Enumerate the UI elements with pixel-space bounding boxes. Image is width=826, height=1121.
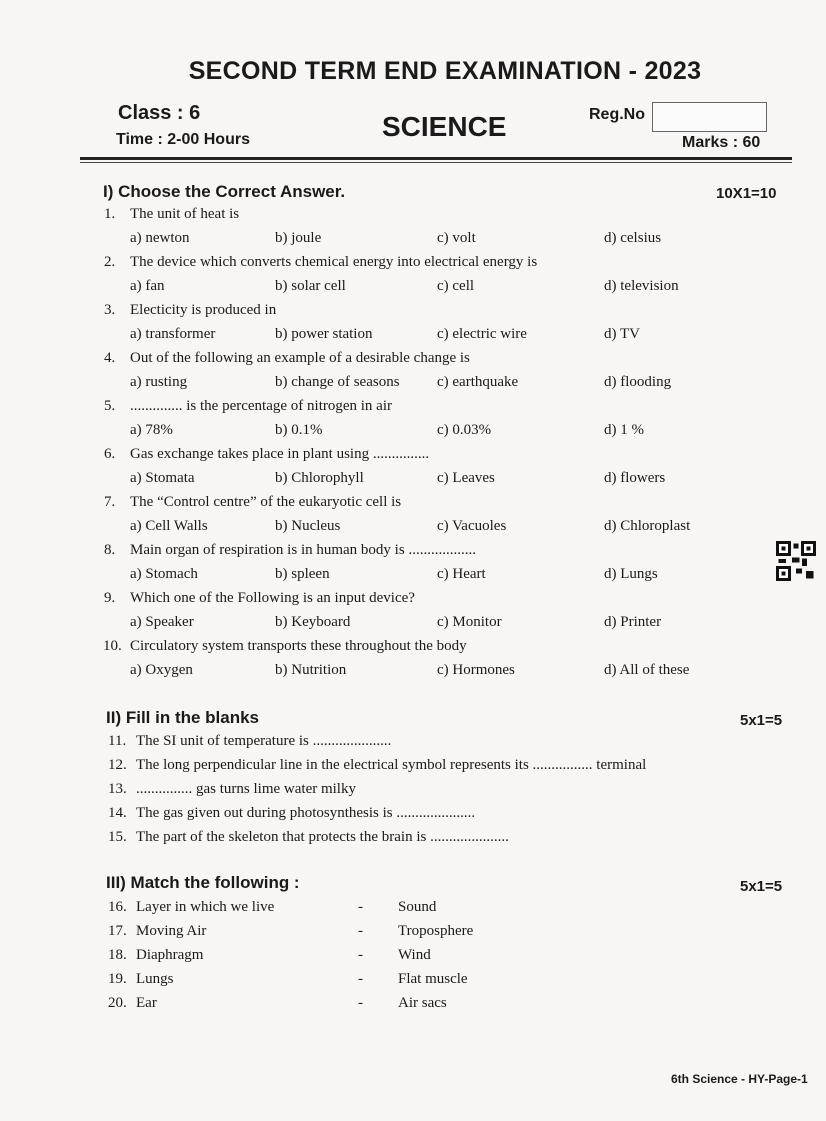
answer-option: d) All of these	[604, 662, 690, 678]
answer-option: c) volt	[437, 230, 476, 246]
match-left-item: Layer in which we live	[136, 899, 275, 915]
question-number: 5.	[104, 398, 116, 414]
time-label: Time : 2-00 Hours	[116, 131, 250, 148]
answer-option: d) Lungs	[604, 566, 658, 582]
match-left-item: Moving Air	[136, 923, 207, 939]
match-dash: -	[358, 947, 363, 963]
question-text: ............... gas turns lime water milky	[136, 781, 356, 797]
total-marks: Marks : 60	[682, 134, 761, 151]
question-number: 14.	[108, 805, 127, 821]
answer-option: b) Nucleus	[275, 518, 341, 534]
match-left-item: Diaphragm	[136, 947, 204, 963]
answer-option: c) Vacuoles	[437, 518, 507, 534]
answer-option: d) TV	[604, 326, 640, 342]
class-label: Class : 6	[118, 102, 201, 124]
answer-option: b) Keyboard	[275, 614, 351, 630]
match-right-item: Wind	[398, 947, 431, 963]
answer-option: d) Printer	[604, 614, 662, 630]
question-text: The gas given out during photosynthesis is .....................	[136, 805, 476, 821]
answer-option: c) Monitor	[437, 614, 502, 630]
answer-option: a) newton	[130, 230, 190, 246]
question-number: 7.	[104, 494, 116, 510]
question-number: 17.	[108, 923, 127, 939]
answer-option: d) television	[604, 278, 679, 294]
question-text: .............. is the percentage of nitrogen in air	[130, 398, 393, 414]
question-number: 15.	[108, 829, 127, 845]
match-left-item: Ear	[136, 995, 157, 1011]
answer-option: b) solar cell	[275, 278, 346, 294]
answer-option: d) 1 %	[604, 422, 644, 438]
page-footer: 6th Science - HY-Page-1	[671, 1072, 808, 1086]
section1-marks: 10X1=10	[716, 185, 777, 202]
answer-option: c) Leaves	[437, 470, 495, 486]
question-number: 3.	[104, 302, 116, 318]
answer-option: c) electric wire	[437, 326, 527, 342]
match-dash: -	[358, 971, 363, 987]
question-number: 8.	[104, 542, 116, 558]
match-dash: -	[358, 995, 363, 1011]
match-right-item: Troposphere	[398, 923, 474, 939]
answer-option: a) Stomach	[130, 566, 198, 582]
answer-option: a) Cell Walls	[130, 518, 208, 534]
answer-option: a) rusting	[130, 374, 188, 390]
question-number: 10.	[103, 638, 122, 654]
question-text: Gas exchange takes place in plant using ...............	[130, 446, 430, 462]
section2-heading: II) Fill in the blanks	[106, 708, 260, 727]
answer-option: a) Stomata	[130, 470, 195, 486]
reg-no-box[interactable]	[652, 102, 767, 132]
match-left-item: Lungs	[136, 971, 174, 987]
match-right-item: Flat muscle	[398, 971, 468, 987]
question-number: 20.	[108, 995, 127, 1011]
answer-option: c) Heart	[437, 566, 486, 582]
qr-code-icon	[776, 541, 816, 581]
answer-option: d) flooding	[604, 374, 672, 390]
section2-marks: 5x1=5	[740, 712, 783, 729]
question-text: The “Control centre” of the eukaryotic cell is	[130, 494, 402, 510]
answer-option: b) 0.1%	[275, 422, 323, 438]
answer-option: a) fan	[130, 278, 165, 294]
question-text: Which one of the Following is an input device?	[130, 590, 415, 606]
exam-title: SECOND TERM END EXAMINATION - 2023	[188, 57, 702, 85]
answer-option: b) Nutrition	[275, 662, 347, 678]
header-divider	[80, 157, 792, 160]
answer-option: a) 78%	[130, 422, 173, 438]
match-right-item: Air sacs	[398, 995, 447, 1011]
answer-option: b) joule	[275, 230, 322, 246]
answer-option: a) transformer	[130, 326, 216, 342]
question-text: The SI unit of temperature is .....................	[136, 733, 392, 749]
answer-option: a) Oxygen	[130, 662, 193, 678]
question-number: 12.	[108, 757, 127, 773]
answer-option: b) change of seasons	[275, 374, 400, 390]
question-text: Out of the following an example of a desirable change is	[130, 350, 470, 366]
answer-option: a) Speaker	[130, 614, 194, 630]
section1-heading: I) Choose the Correct Answer.	[103, 182, 346, 201]
match-right-item: Sound	[398, 899, 437, 915]
question-number: 11.	[108, 733, 127, 749]
question-text: The part of the skeleton that protects the brain is .....................	[136, 829, 509, 845]
question-number: 1.	[104, 206, 116, 222]
question-text: The long perpendicular line in the electrical symbol represents its ................ terminal	[136, 757, 647, 773]
question-text: The device which converts chemical energy into electrical energy is	[130, 254, 538, 270]
answer-option: c) cell	[437, 278, 475, 294]
question-number: 4.	[104, 350, 116, 366]
question-number: 13.	[108, 781, 127, 797]
subject-title: SCIENCE	[382, 111, 507, 142]
answer-option: c) 0.03%	[437, 422, 492, 438]
answer-option: d) flowers	[604, 470, 666, 486]
reg-no-label: Reg.No	[589, 106, 645, 123]
answer-option: b) Chlorophyll	[275, 470, 364, 486]
question-number: 6.	[104, 446, 116, 462]
question-text: Electicity is produced in	[130, 302, 277, 318]
answer-option: b) power station	[275, 326, 373, 342]
match-dash: -	[358, 923, 363, 939]
answer-option: d) celsius	[604, 230, 662, 246]
question-text: Circulatory system transports these throughout the body	[130, 638, 467, 654]
section3-heading: III) Match the following :	[106, 873, 300, 892]
answer-option: b) spleen	[275, 566, 330, 582]
header-divider-thin	[80, 162, 792, 163]
answer-option: d) Chloroplast	[604, 518, 691, 534]
question-text: The unit of heat is	[130, 206, 240, 222]
section3-marks: 5x1=5	[740, 878, 783, 895]
question-number: 9.	[104, 590, 116, 606]
question-text: Main organ of respiration is in human body is ..................	[130, 542, 476, 558]
question-number: 18.	[108, 947, 127, 963]
question-number: 16.	[108, 899, 127, 915]
match-dash: -	[358, 899, 363, 915]
question-number: 19.	[108, 971, 127, 987]
answer-option: c) earthquake	[437, 374, 519, 390]
answer-option: c) Hormones	[437, 662, 515, 678]
question-number: 2.	[104, 254, 116, 270]
